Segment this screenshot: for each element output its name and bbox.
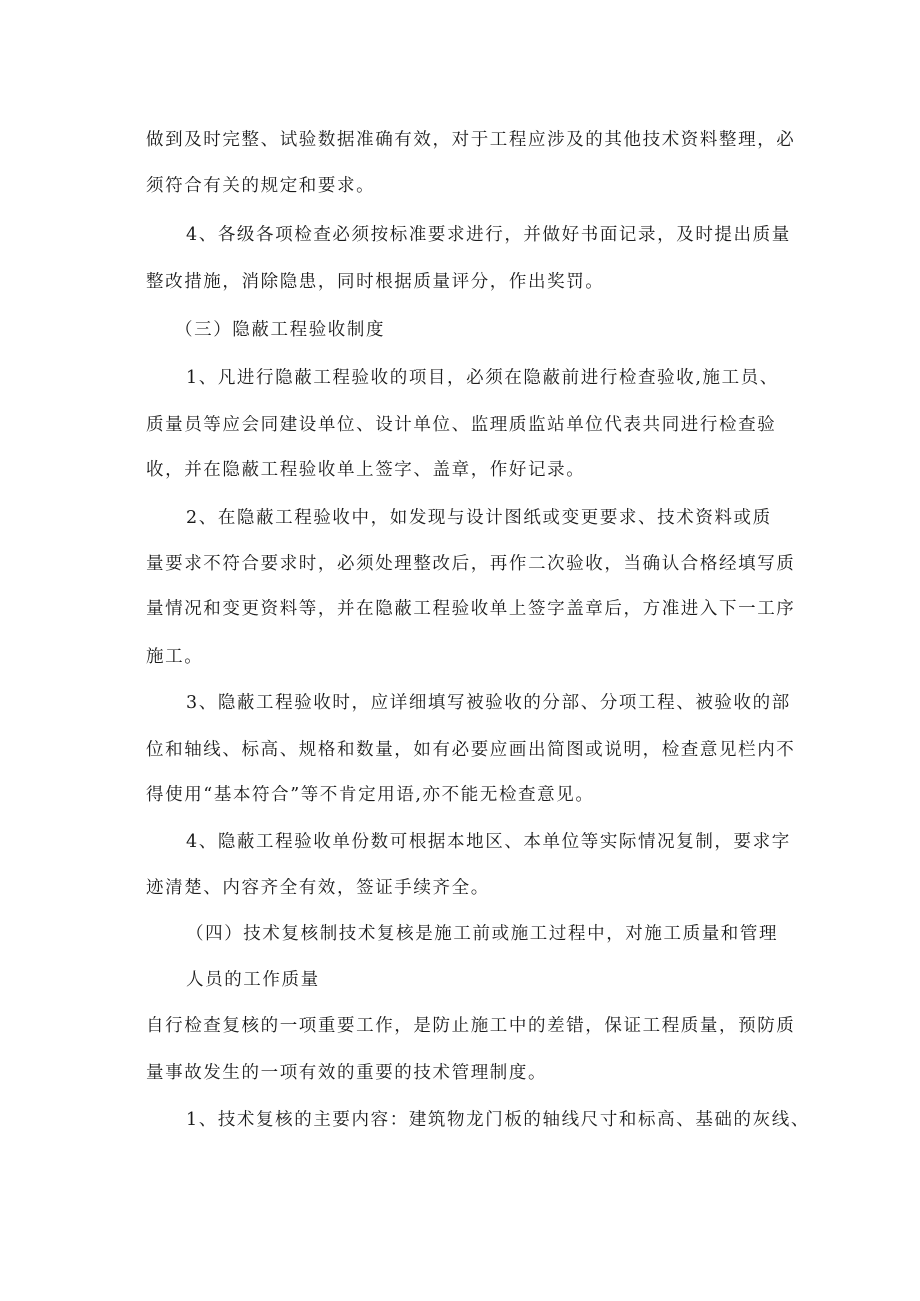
text-line: 整改措施，消除隐患，同时根据质量评分，作出奖罚。 — [146, 272, 605, 292]
text-line: 2、在隐蔽工程验收中，如发现与设计图纸或变更要求、技术资料或质 — [186, 508, 772, 528]
text-line: 量情况和变更资料等，并在隐蔽工程验收单上签字盖章后，方准进入下一工序 — [146, 599, 796, 619]
text-line: 位和轴线、标高、规格和数量，如有必要应画出简图或说明，检查意见栏内不 — [146, 740, 796, 760]
text-line: 自行检查复核的一项重要工作，是防止施工中的差错，保证工程质量，预防质 — [146, 1016, 796, 1036]
section-heading-continuation: 人员的工作质量 — [186, 970, 320, 990]
text-line: 得使用“基本符合”等不肯定用语,亦不能无检查意见。 — [146, 785, 595, 805]
text-line: 迹清楚、内容齐全有效，签证手续齐全。 — [146, 878, 490, 898]
text-line: 4、各级各项检查必须按标准要求进行，并做好书面记录，及时提出质量 — [186, 225, 791, 245]
text-line: 收，并在隐蔽工程验收单上签字、盖章，作好记录。 — [146, 460, 586, 480]
text-line: 4、隐蔽工程验收单份数可根据本地区、本单位等实际情况复制，要求字 — [186, 832, 791, 852]
text-line: 3、隐蔽工程验收时，应详细填写被验收的分部、分项工程、被验收的部 — [186, 693, 791, 713]
text-line: 1、技术复核的主要内容：建筑物龙门板的轴线尺寸和标高、基础的灰线、 — [186, 1110, 810, 1130]
text-line: 施工。 — [146, 647, 204, 667]
text-line: 须符合有关的规定和要求。 — [146, 176, 376, 196]
text-line: 做到及时完整、试验数据准确有效，对于工程应涉及的其他技术资料整理，必 — [146, 130, 796, 150]
text-line: 量要求不符合要求时，必须处理整改后，再作二次验收，当确认合格经填写质 — [146, 554, 796, 574]
text-line: 量事故发生的一项有效的重要的技术管理制度。 — [146, 1063, 548, 1083]
text-line: 1、凡进行隐蔽工程验收的项目，必须在隐蔽前进行检查验收,施工员、 — [186, 368, 779, 388]
section-heading: （四）技术复核制技术复核是施工前或施工过程中，对施工质量和管理 — [186, 924, 779, 944]
text-line: 质量员等应会同建设单位、设计单位、监理质监站单位代表共同进行检查验 — [146, 415, 777, 435]
section-heading: （三）隐蔽工程验收制度 — [175, 320, 386, 340]
